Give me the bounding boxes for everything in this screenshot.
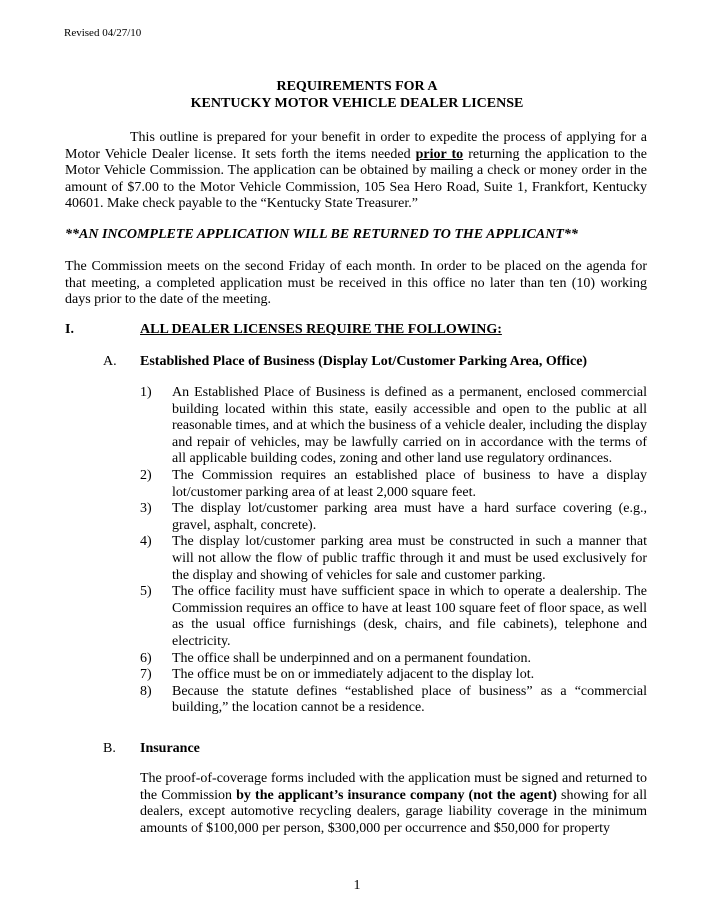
intro-emphasis: prior to xyxy=(415,146,464,162)
subsection-b-letter: B. xyxy=(103,741,116,756)
subsection-a-title: Established Place of Business (Display Lot/Customer Parking Area, Office) xyxy=(140,354,588,369)
incomplete-application-warning: **AN INCOMPLETE APPLICATION WILL BE RETURNED TO THE APPLICANT** xyxy=(65,227,578,242)
requirement-number: 5) xyxy=(140,584,152,600)
requirement-item xyxy=(140,667,647,684)
insurance-text-1: The proof-of-coverage forms included with the application must be signed and returned to the Commission xyxy=(140,771,647,803)
subsection-a-letter: A. xyxy=(103,354,117,369)
section-number: I. xyxy=(65,322,74,337)
requirement-number: 3) xyxy=(140,501,152,517)
requirement-text: The display lot/customer parking area must have a hard surface covering (e.g., gravel, asphalt, concrete). xyxy=(172,501,647,533)
requirement-number: 2) xyxy=(140,467,152,483)
requirement-item xyxy=(140,468,647,501)
requirement-item xyxy=(140,501,647,534)
insurance-paragraph xyxy=(140,771,647,837)
requirement-text: The office shall be underpinned and on a permanent foundation. xyxy=(172,650,531,666)
requirement-text: Because the statute defines “established place of business” as a “commercial building,” the location cannot be a residence. xyxy=(172,683,647,716)
requirement-number: 8) xyxy=(140,683,152,699)
requirement-item xyxy=(140,534,647,584)
insurance-emphasis: by the applicant’s insurance company (not the agent) xyxy=(236,787,557,803)
requirement-text: The office must be on or immediately adjacent to the display lot. xyxy=(172,667,535,683)
requirement-number: 4) xyxy=(140,534,152,550)
requirement-number: 6) xyxy=(140,650,152,666)
requirements-list xyxy=(140,385,647,717)
page-number: 1 xyxy=(353,878,361,893)
insurance-text-2: showing for all dealers, except automotive recycling dealers, garage liability coverage in the minimum amounts of $100,000 per person, $300,000 per occurrence and $50,000 for property xyxy=(140,787,648,836)
requirement-number: 7) xyxy=(140,667,152,683)
revised-date: Revised 04/27/10 xyxy=(64,27,142,39)
intro-text-2: returning the application to the Motor Vehicle Commission. The application can be obtained by mailing a check or money order in the amount of $7.00 to the Motor Vehicle Commission, 105 Sea Hero Road, Suite 1, Frankfort, Kentucky 40601. Make check payable to the “Kentucky State Treasurer.” xyxy=(65,146,647,212)
intro-text-1: This outline is prepared for your benefit in order to expedite the process of applying for a Motor Vehicle Dealer license. It sets forth the items needed xyxy=(65,130,647,162)
meeting-paragraph: The Commission meets on the second Friday of each month. In order to be placed on the agenda for that meeting, a completed application must be received in this office no later than ten (10) working days prior to the date of the meeting. xyxy=(65,259,647,308)
subsection-b-title: Insurance xyxy=(140,741,200,756)
document-title-line-2: KENTUCKY MOTOR VEHICLE DEALER LICENSE xyxy=(190,96,524,111)
section-title: ALL DEALER LICENSES REQUIRE THE FOLLOWING: xyxy=(140,322,502,337)
requirement-number: 1) xyxy=(140,385,152,400)
requirement-item xyxy=(140,385,647,468)
requirement-text: The display lot/customer parking area must be constructed in such a manner that will not allow the flow of public traffic through it and must be used exclusively for the display and showing of vehicles for sale and customer parking. xyxy=(172,534,647,583)
requirement-text: The office facility must have sufficient space in which to operate a dealership. The Commission requires an office to have at least 100 square feet of floor space, as well as the usual office furnishings (desk, chairs, and file cabinets), telephone and electricity. xyxy=(172,584,647,649)
intro-paragraph xyxy=(65,130,647,213)
requirement-item xyxy=(140,684,647,717)
requirement-text: The Commission requires an established place of business to have a display lot/customer parking area of at least 2,000 square feet. xyxy=(172,467,647,500)
requirement-text: An Established Place of Business is defined as a permanent, enclosed commercial building located within this state, easily accessible and open to the public at all reasonable times, and at which the business of a vehicle dealer, including the display and repair of vehicles, may be lawfully carried on in accordance with the terms of all applicable building codes, zoning and other land use regulatory ordinances. xyxy=(172,385,647,467)
requirement-item xyxy=(140,584,647,650)
document-title-line-1: REQUIREMENTS FOR A xyxy=(276,79,438,94)
requirement-item xyxy=(140,651,647,668)
